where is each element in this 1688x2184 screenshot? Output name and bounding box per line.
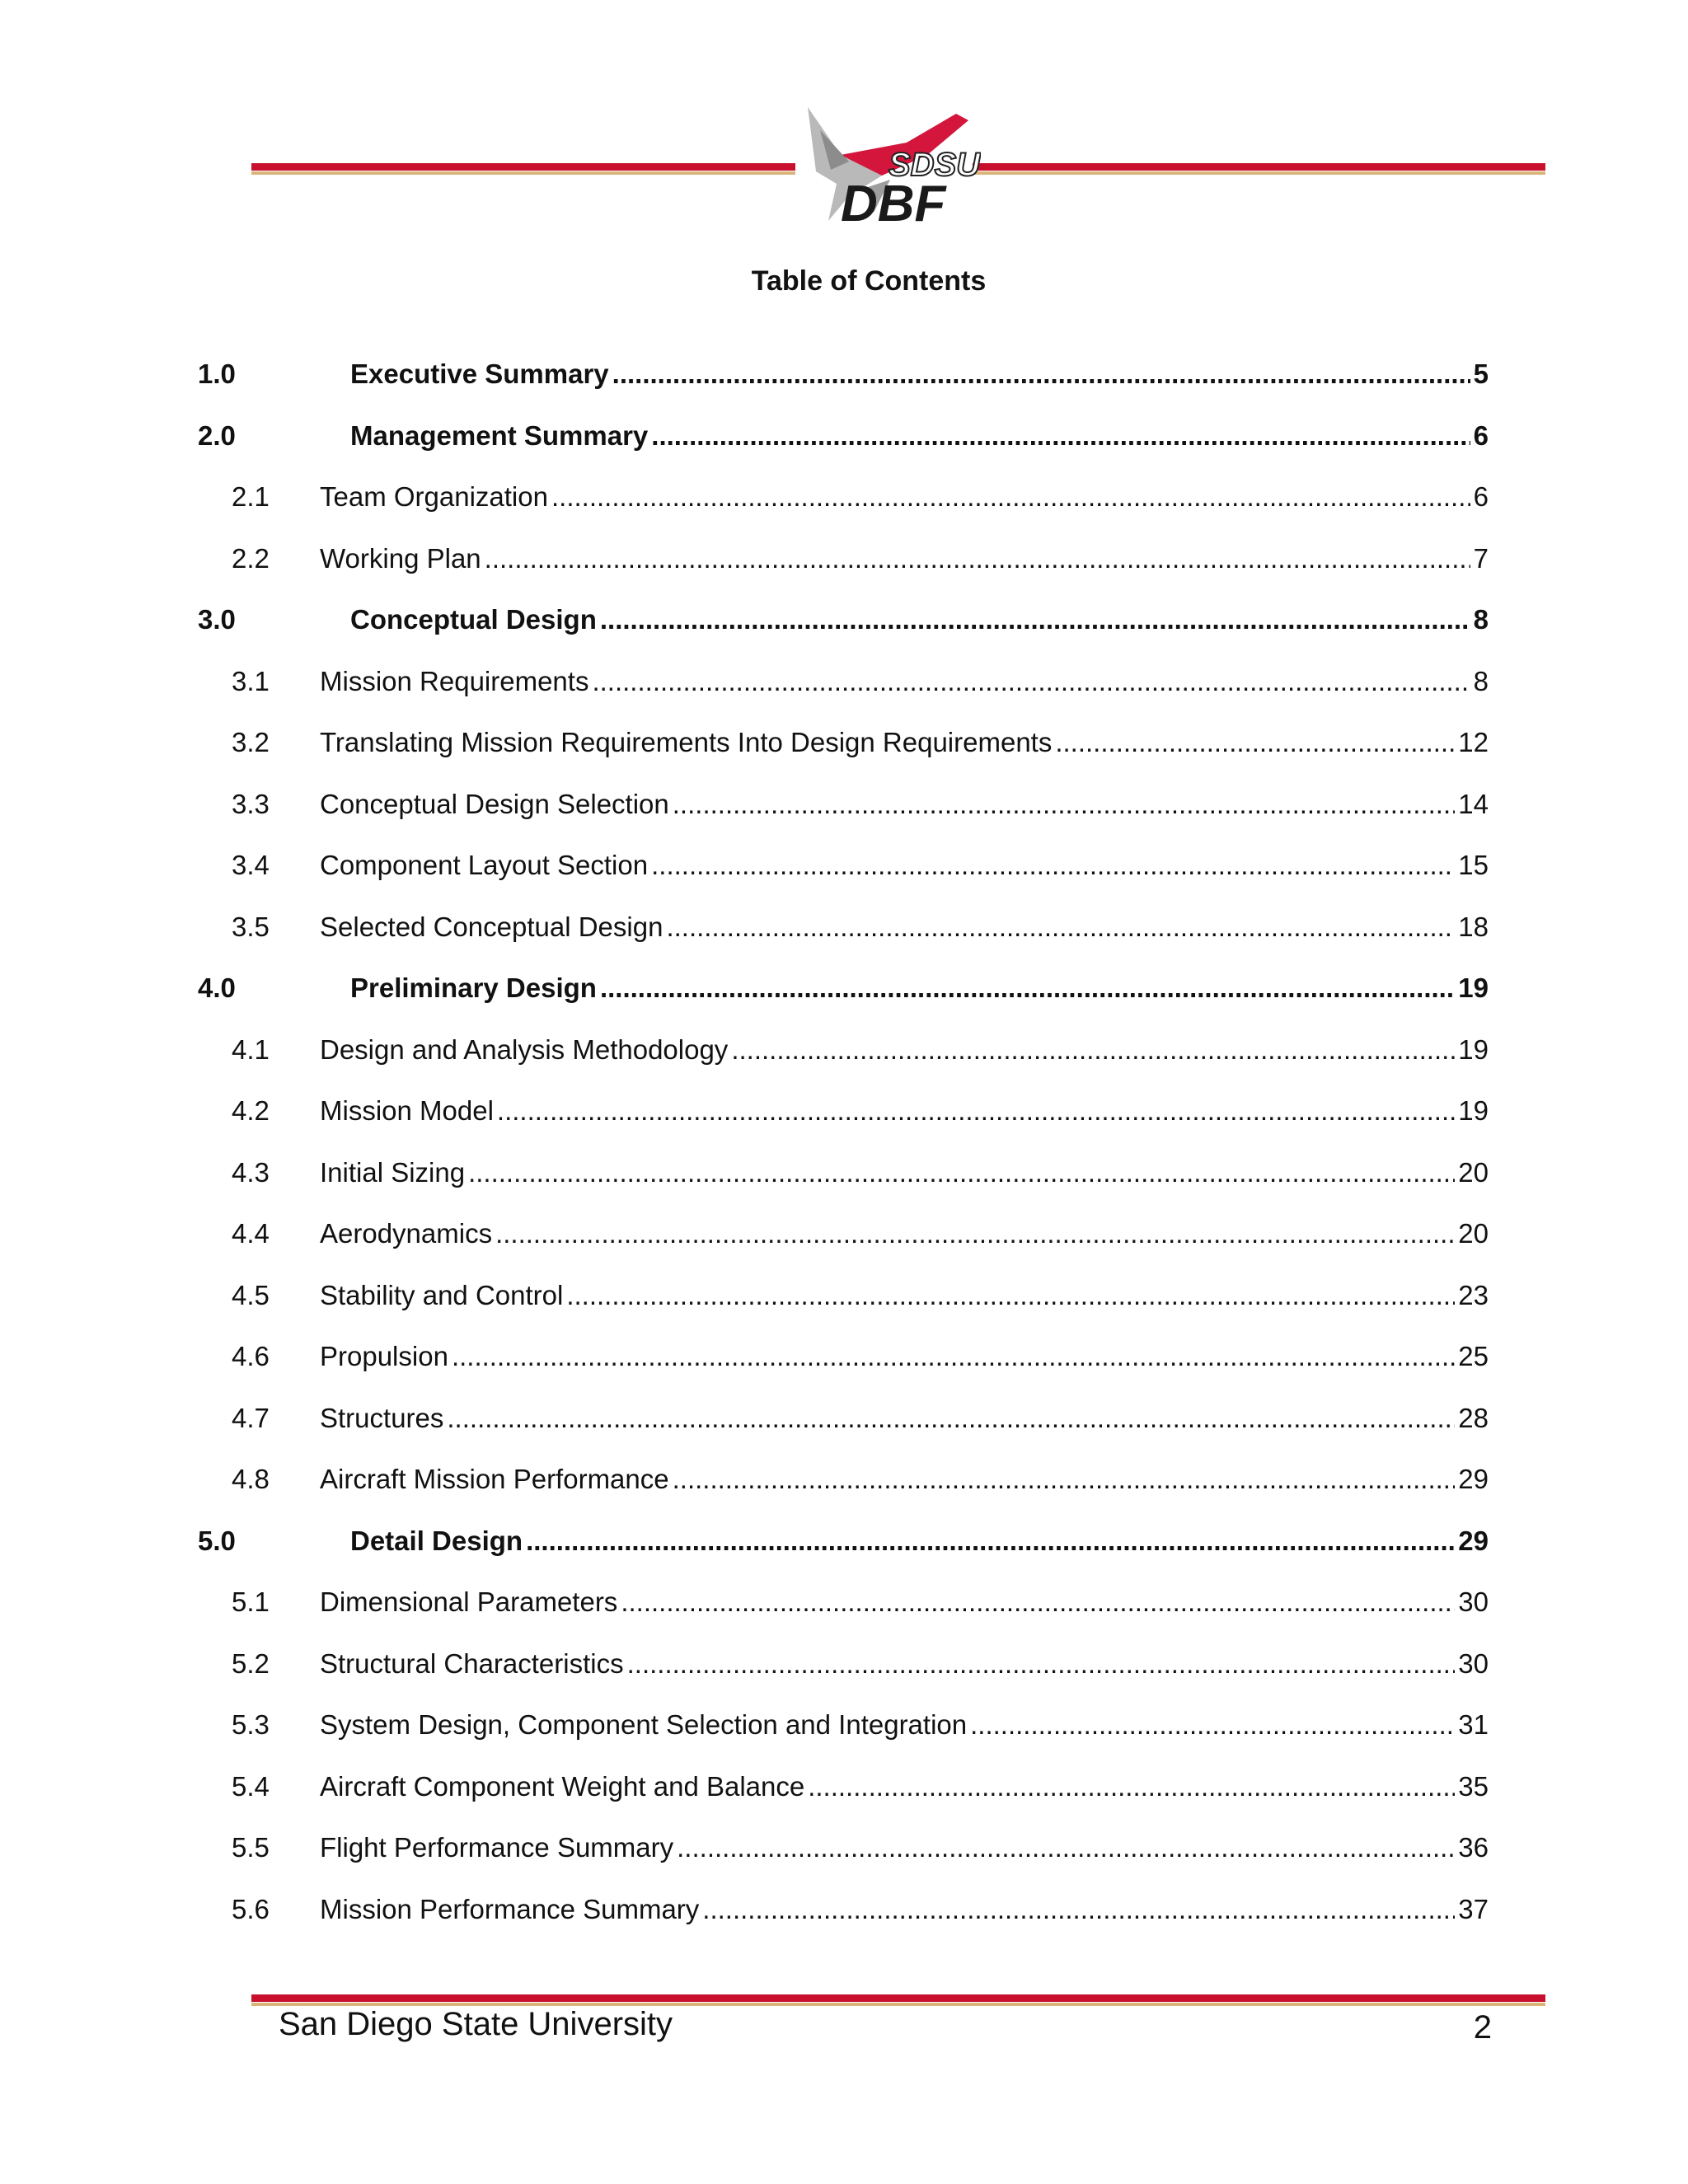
toc-dot-leader xyxy=(600,970,1455,1006)
toc-entry-title: Translating Mission Requirements Into Design Requirements xyxy=(320,727,1053,757)
toc-dot-leader xyxy=(497,1093,1455,1129)
toc-entry-row xyxy=(350,602,1489,638)
header-rule-left xyxy=(251,163,795,175)
toc-entry-row xyxy=(320,541,1489,577)
toc-entry-page: 6 xyxy=(1473,481,1489,512)
toc-entry-row xyxy=(320,1093,1489,1129)
toc-entry-page: 12 xyxy=(1458,727,1489,757)
toc-dot-leader xyxy=(485,541,1470,577)
toc-entry-number: 4.8 xyxy=(232,1464,270,1494)
toc-subsection-entry[interactable] xyxy=(0,1400,1688,1436)
toc-entry-title: Conceptual Design Selection xyxy=(320,788,669,819)
toc-subsection-entry[interactable] xyxy=(0,1155,1688,1191)
toc-dot-leader xyxy=(702,1891,1455,1928)
toc-dot-leader xyxy=(452,1338,1455,1375)
toc-entry-row xyxy=(320,1277,1489,1314)
toc-entry-page: 19 xyxy=(1458,1033,1489,1065)
toc-entry-title: System Design, Component Selection and Integration xyxy=(320,1709,968,1740)
toc-dot-leader xyxy=(495,1216,1455,1252)
toc-entry-number: 3.0 xyxy=(198,604,236,635)
toc-entry-row xyxy=(320,786,1489,823)
toc-entry-title: Management Summary xyxy=(350,419,649,451)
toc-entry-page: 5 xyxy=(1473,359,1489,389)
toc-entry-title: Dimensional Parameters xyxy=(320,1586,618,1617)
toc-entry-title: Initial Sizing xyxy=(320,1156,466,1188)
toc-subsection-entry[interactable] xyxy=(0,1830,1688,1866)
toc-dot-leader xyxy=(612,356,1470,392)
toc-entry-number: 4.7 xyxy=(232,1402,270,1433)
toc-subsection-entry[interactable] xyxy=(0,1216,1688,1252)
toc-title: Table of Contents xyxy=(751,265,987,297)
toc-entry-page: 31 xyxy=(1458,1709,1489,1740)
toc-subsection-entry[interactable] xyxy=(0,1093,1688,1129)
toc-entry-page: 29 xyxy=(1458,1525,1489,1556)
toc-entry-row xyxy=(350,1523,1489,1559)
toc-dot-leader xyxy=(731,1032,1455,1068)
toc-entry-title: Executive Summary xyxy=(350,359,609,389)
toc-entry-title: Working Plan xyxy=(320,542,481,574)
toc-subsection-entry[interactable] xyxy=(0,1338,1688,1375)
toc-entry-title: Aerodynamics xyxy=(320,1218,493,1249)
footer-university: San Diego State University xyxy=(279,2006,673,2042)
toc-entry-number: 3.1 xyxy=(232,665,270,696)
toc-dot-leader xyxy=(970,1707,1455,1743)
toc-entry-page: 18 xyxy=(1458,911,1489,942)
toc-entry-title: Conceptual Design xyxy=(350,604,597,635)
toc-entry-title: Structural Characteristics xyxy=(320,1647,624,1679)
toc-entry-page: 20 xyxy=(1458,1218,1489,1249)
toc-dot-leader xyxy=(551,479,1470,515)
toc-entry-page: 8 xyxy=(1473,665,1489,696)
toc-entry-row xyxy=(350,356,1489,392)
toc-dot-leader xyxy=(447,1400,1455,1436)
toc-entry-page: 25 xyxy=(1458,1341,1489,1371)
toc-entry-number: 5.4 xyxy=(232,1770,270,1802)
toc-entry-title: Aircraft Component Weight and Balance xyxy=(320,1770,805,1802)
toc-entry-title: Mission Performance Summary xyxy=(320,1893,700,1924)
toc-entry-row xyxy=(320,1584,1489,1620)
toc-section-entry[interactable] xyxy=(0,970,1688,1006)
toc-entry-row xyxy=(320,1032,1489,1068)
toc-dot-leader xyxy=(627,1646,1456,1682)
toc-entry-title: Structures xyxy=(320,1402,444,1433)
toc-entry-page: 23 xyxy=(1458,1279,1489,1310)
toc-entry-row xyxy=(320,1400,1489,1436)
toc-entry-number: 2.1 xyxy=(232,481,270,512)
toc-subsection-entry[interactable] xyxy=(0,1032,1688,1068)
toc-entry-number: 5.6 xyxy=(232,1893,270,1924)
toc-entry-number: 4.3 xyxy=(232,1156,270,1188)
toc-entry-number: 3.3 xyxy=(232,788,270,819)
toc-entry-title: Stability and Control xyxy=(320,1279,564,1310)
toc-entry-page: 19 xyxy=(1458,972,1489,1003)
toc-subsection-entry[interactable] xyxy=(0,663,1688,700)
toc-entry-number: 5.1 xyxy=(232,1586,270,1617)
toc-entry-title: Propulsion xyxy=(320,1341,448,1371)
toc-dot-leader xyxy=(526,1523,1455,1559)
toc-entry-row xyxy=(320,724,1489,761)
toc-subsection-entry[interactable] xyxy=(0,1646,1688,1682)
toc-entry-page: 8 xyxy=(1473,604,1489,635)
toc-dot-leader xyxy=(673,1461,1456,1497)
toc-entry-row xyxy=(320,1646,1489,1682)
toc-entry-number: 5.2 xyxy=(232,1647,270,1679)
toc-dot-leader xyxy=(1055,724,1455,761)
toc-subsection-entry[interactable] xyxy=(0,1584,1688,1620)
toc-entry-row xyxy=(350,970,1489,1006)
header-rule-right xyxy=(973,163,1545,175)
toc-section-entry[interactable] xyxy=(0,418,1688,454)
toc-subsection-entry[interactable] xyxy=(0,1277,1688,1314)
logo-text-dbf: DBF xyxy=(841,176,946,229)
toc-entry-page: 14 xyxy=(1458,788,1489,819)
toc-entry-number: 1.0 xyxy=(198,359,236,389)
toc-subsection-entry[interactable] xyxy=(0,1461,1688,1497)
toc-entry-row xyxy=(320,1891,1489,1928)
footer-page-number: 2 xyxy=(1473,2009,1492,2046)
toc-entry-number: 3.2 xyxy=(232,727,270,757)
toc-entry-page: 36 xyxy=(1458,1832,1489,1863)
toc-entry-row xyxy=(320,847,1489,883)
toc-entry-row xyxy=(320,1830,1489,1866)
toc-dot-leader xyxy=(677,1830,1455,1866)
toc-subsection-entry[interactable] xyxy=(0,1769,1688,1805)
toc-entry-number: 4.2 xyxy=(232,1095,270,1126)
toc-entry-row xyxy=(320,663,1489,700)
toc-entry-page: 19 xyxy=(1458,1095,1489,1126)
toc-entry-page: 15 xyxy=(1458,850,1489,880)
toc-entry-row xyxy=(320,909,1489,945)
toc-entry-title: Mission Model xyxy=(320,1095,494,1126)
toc-entry-number: 4.1 xyxy=(232,1033,270,1065)
toc-dot-leader xyxy=(651,418,1470,454)
toc-entry-number: 3.4 xyxy=(232,850,270,880)
toc-entry-row xyxy=(320,1461,1489,1497)
toc-entry-page: 30 xyxy=(1458,1586,1489,1617)
sdsu-dbf-logo xyxy=(791,97,981,229)
toc-subsection-entry[interactable] xyxy=(0,786,1688,823)
logo-text-sdsu: SDSU xyxy=(889,147,981,183)
toc-dot-leader xyxy=(808,1769,1455,1805)
toc-subsection-entry[interactable] xyxy=(0,724,1688,761)
toc-entry-row xyxy=(320,1155,1489,1191)
toc-entry-page: 29 xyxy=(1458,1464,1489,1494)
toc-entry-title: Preliminary Design xyxy=(350,972,597,1003)
toc-subsection-entry[interactable] xyxy=(0,847,1688,883)
toc-entry-number: 2.0 xyxy=(198,419,236,451)
footer-rule xyxy=(251,1994,1545,2006)
toc-entry-page: 20 xyxy=(1458,1156,1489,1188)
toc-subsection-entry[interactable] xyxy=(0,1891,1688,1928)
toc-entry-row xyxy=(320,1216,1489,1252)
toc-dot-leader xyxy=(566,1277,1455,1314)
toc-section-entry[interactable] xyxy=(0,602,1688,638)
toc-entry-number: 5.5 xyxy=(232,1832,270,1863)
toc-entry-title: Component Layout Section xyxy=(320,850,649,880)
toc-subsection-entry[interactable] xyxy=(0,479,1688,515)
toc-section-entry[interactable] xyxy=(0,356,1688,392)
toc-entry-title: Detail Design xyxy=(350,1525,523,1556)
toc-dot-leader xyxy=(592,663,1470,700)
toc-entry-title: Aircraft Mission Performance xyxy=(320,1464,669,1494)
toc-entry-title: Selected Conceptual Design xyxy=(320,911,663,942)
toc-entry-page: 30 xyxy=(1458,1647,1489,1679)
toc-entry-page: 28 xyxy=(1458,1402,1489,1433)
toc-entry-number: 4.0 xyxy=(198,972,236,1003)
toc-subsection-entry[interactable] xyxy=(0,909,1688,945)
toc-entry-number: 5.0 xyxy=(198,1525,236,1556)
toc-entry-row xyxy=(320,1338,1489,1375)
toc-entry-row xyxy=(320,1769,1489,1805)
toc-entry-number: 3.5 xyxy=(232,911,270,942)
toc-dot-leader xyxy=(468,1155,1455,1191)
toc-entry-title: Mission Requirements xyxy=(320,665,589,696)
toc-dot-leader xyxy=(621,1584,1455,1620)
toc-entry-page: 6 xyxy=(1473,419,1489,451)
toc-entry-row xyxy=(320,1707,1489,1743)
toc-dot-leader xyxy=(666,909,1455,945)
toc-entry-number: 2.2 xyxy=(232,542,270,574)
toc-entry-number: 4.4 xyxy=(232,1218,270,1249)
toc-entry-title: Flight Performance Summary xyxy=(320,1832,674,1863)
toc-entry-row xyxy=(320,479,1489,515)
toc-dot-leader xyxy=(600,602,1470,638)
toc-entry-number: 5.3 xyxy=(232,1709,270,1740)
toc-entry-row xyxy=(350,418,1489,454)
toc-dot-leader xyxy=(673,786,1456,823)
toc-dot-leader xyxy=(651,847,1455,883)
toc-section-entry[interactable] xyxy=(0,1523,1688,1559)
toc-entry-title: Team Organization xyxy=(320,481,548,512)
toc-entry-number: 4.5 xyxy=(232,1279,270,1310)
toc-entry-title: Design and Analysis Methodology xyxy=(320,1033,729,1065)
toc-entry-page: 35 xyxy=(1458,1770,1489,1802)
toc-subsection-entry[interactable] xyxy=(0,541,1688,577)
toc-entry-page: 37 xyxy=(1458,1893,1489,1924)
toc-entry-page: 7 xyxy=(1473,542,1489,574)
toc-entry-number: 4.6 xyxy=(232,1341,270,1371)
toc-subsection-entry[interactable] xyxy=(0,1707,1688,1743)
